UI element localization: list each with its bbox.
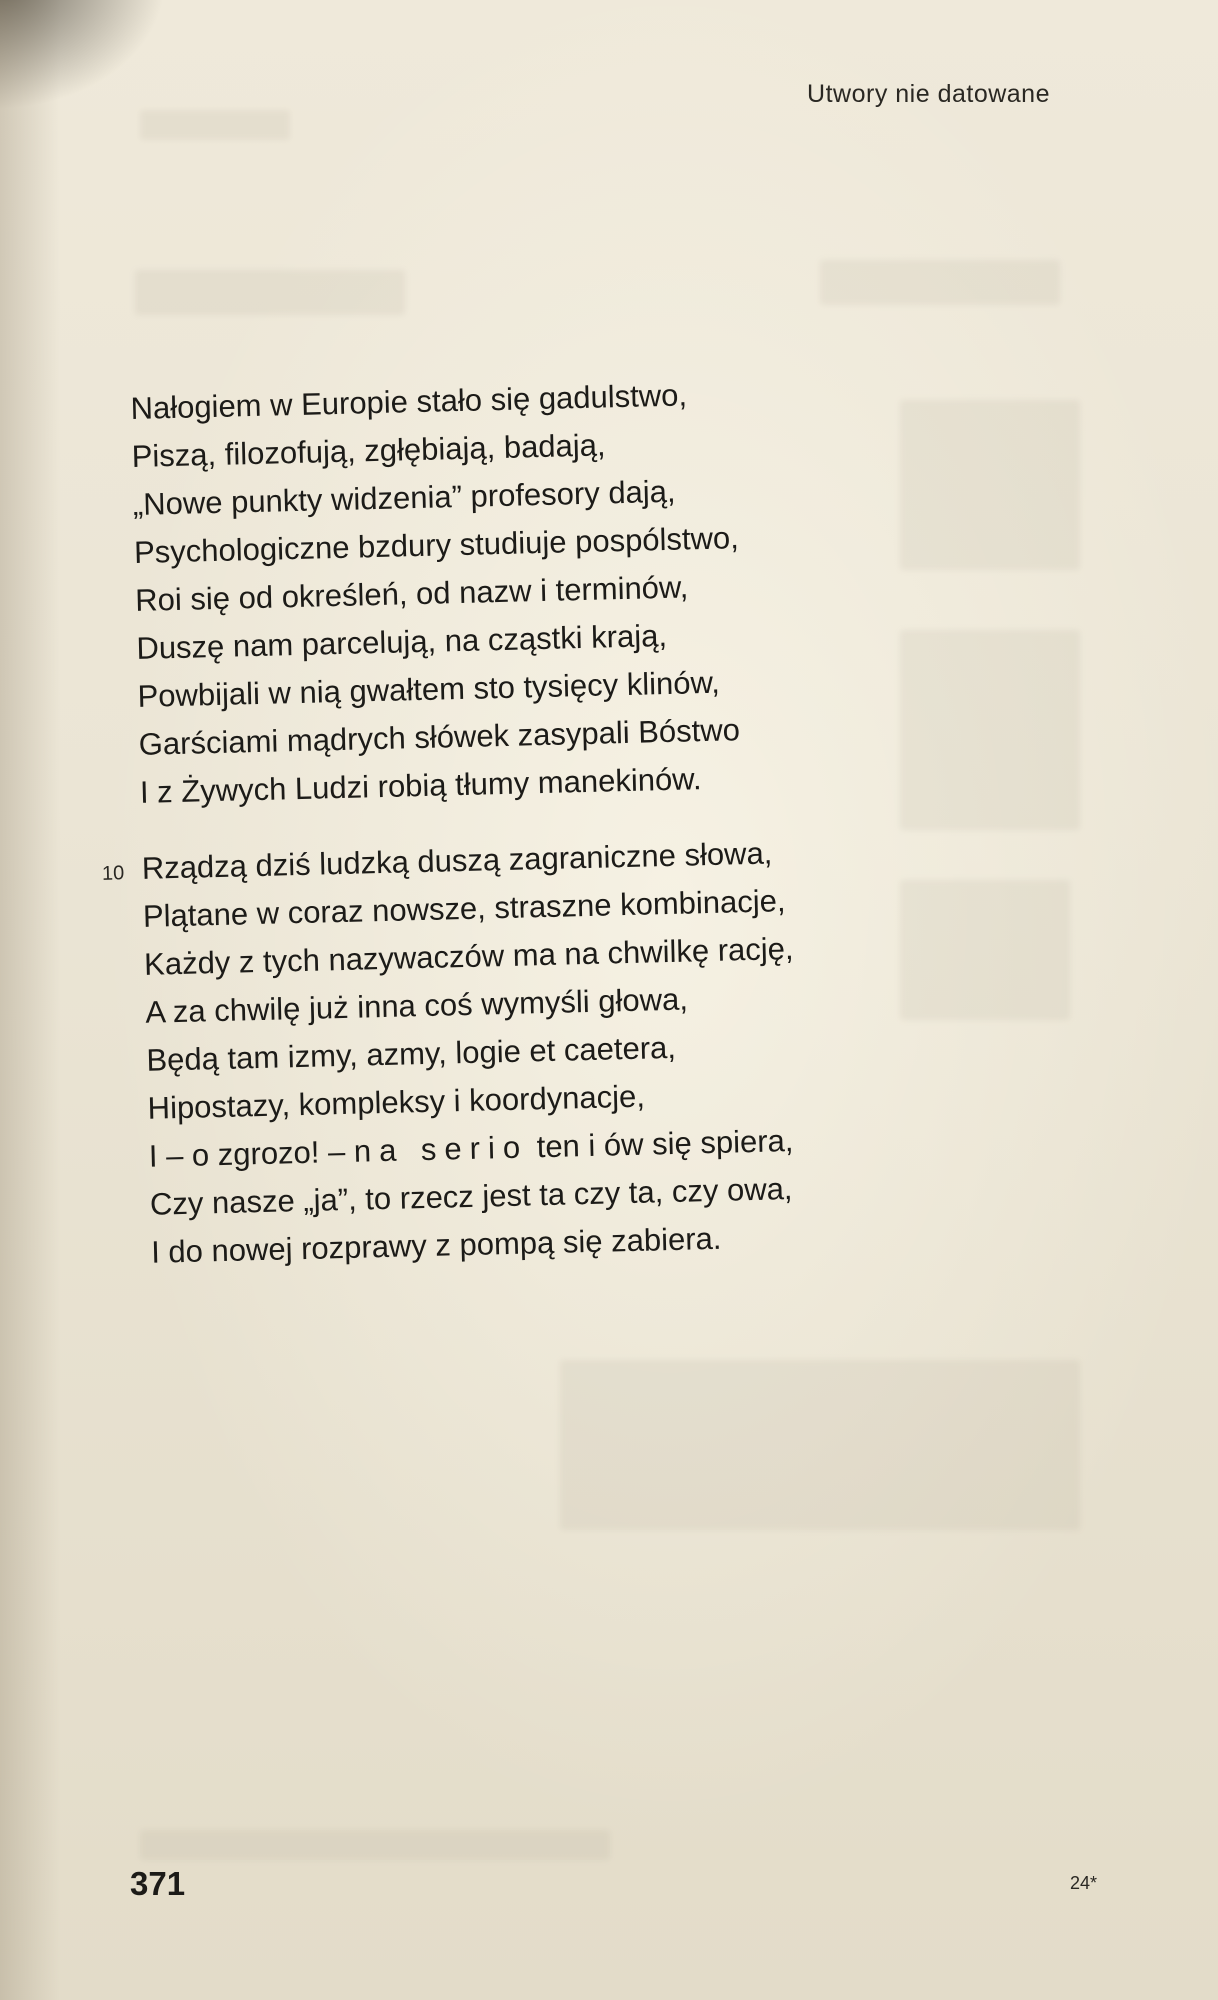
verse-line: Psychologiczne bzdury studiuje pospólstwo, [133, 520, 740, 570]
verse-line: Każdy z tych nazywaczów ma na chwilkę rację, [143, 930, 794, 982]
verse-line: Nałogiem w Europie stało się gadulstwo, [130, 377, 688, 426]
poem [101, 361, 1132, 1305]
bleed-mark [560, 1360, 1080, 1530]
verse-line: Duszę nam parcelują, na cząstki krają, [136, 617, 668, 666]
verse-line: Roi się od określeń, od nazw i terminów, [134, 569, 689, 618]
verse-line: Czy nasze „ja”, to rzecz jest ta czy ta, czy owa, [149, 1171, 793, 1222]
verse-line: A za chwilę już inna coś wymyśli głowa, [144, 981, 689, 1030]
running-header: Utwory nie datowane [807, 80, 1050, 108]
verse-line: I do nowej rozprawy z pompą się zabiera. [150, 1220, 722, 1270]
verse-text: Rządzą dziś ludzką duszą zagraniczne słowa, [141, 835, 773, 886]
verse-line: „Nowe punkty widzenia” profesory dają, [132, 473, 676, 522]
verse-text-before: I – o zgrozo! – [148, 1133, 355, 1174]
verse-line: I z Żywych Ludzi robią tłumy manekinów. [139, 761, 702, 810]
verse-line: Piszą, filozofują, zgłębiają, badają, [131, 427, 606, 474]
verse-line: Garściami mądrych słówek zasypali Bóstwo [138, 712, 741, 762]
page-number: 371 [130, 1865, 186, 1902]
bleed-mark [140, 1830, 610, 1860]
stanza-2 [101, 821, 1131, 1277]
verse-line: Hipostazy, kompleksy i koordynacje, [147, 1078, 646, 1126]
bleed-mark [820, 260, 1060, 305]
line-number: 10 [101, 862, 125, 885]
signature-mark: 24* [1070, 1873, 1098, 1893]
stanza-1 [130, 361, 1120, 817]
bleed-mark [135, 270, 405, 315]
verse-text-after: ten i ów się spiera, [527, 1123, 794, 1165]
bleed-mark [140, 110, 290, 140]
verse-line: Plątane w coraz nowsze, straszne kombinacje, [142, 883, 786, 934]
verse-line: Powbijali w nią gwałtem sto tysięcy klinów, [137, 664, 721, 714]
verse-line: Będą tam izmy, azmy, logie et caetera, [146, 1029, 677, 1078]
verse-text-spaced: na serio [353, 1129, 529, 1169]
